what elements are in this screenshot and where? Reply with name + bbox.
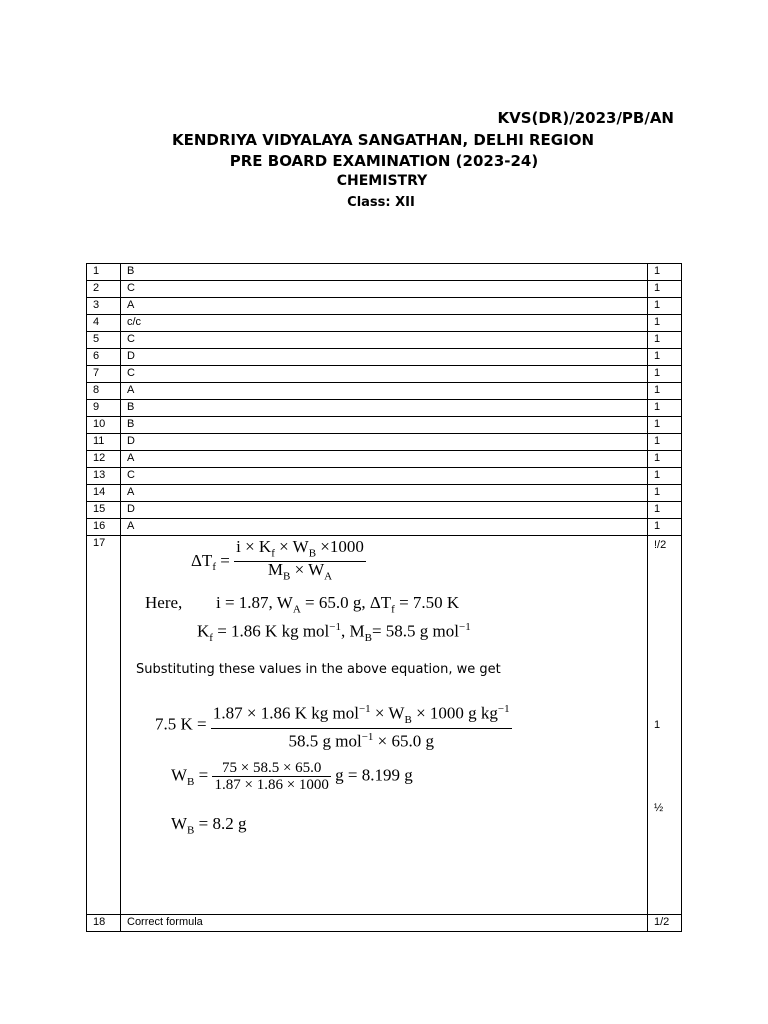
mark-step-2: 1: [654, 719, 661, 731]
subject-title: CHEMISTRY: [336, 173, 428, 189]
table-row: [87, 332, 682, 349]
answer-text: A: [121, 519, 648, 536]
equation-substitution: 7.5 K = $\frac{1.87 \times 1.86 K kg mol^{-1} \times W_B \times 1000 g kg^{-1}}{58.5 g mol^{-1} \times 65.0 g}$: [155, 703, 510, 751]
question-number: 14: [87, 485, 121, 502]
exam-title: PRE BOARD EXAMINATION (2023-24): [229, 152, 539, 170]
question-number: 7: [87, 366, 121, 383]
table-row-q17: [87, 536, 682, 915]
answer-text: D: [121, 502, 648, 519]
question-number: 15: [87, 502, 121, 519]
marks: 1: [648, 298, 682, 315]
answer-text: D: [121, 434, 648, 451]
table-row: [87, 485, 682, 502]
answer-text: C: [121, 332, 648, 349]
marks: 1: [648, 332, 682, 349]
marks: 1: [648, 485, 682, 502]
question-number: 11: [87, 434, 121, 451]
q17-solution: [121, 536, 648, 915]
table-row: [87, 383, 682, 400]
table-row: [87, 281, 682, 298]
question-number: 8: [87, 383, 121, 400]
equation-final-mass: $W_B = 8.2$ g: [171, 814, 247, 837]
table-row-q18: [87, 915, 682, 932]
given-values-1: i = 1.87, $W_A = 65.0$ g, $\Delta T_f = 7.50$ K: [216, 593, 460, 616]
answer-text: A: [121, 451, 648, 468]
mark-step-1: !/2: [654, 539, 667, 551]
table-row: [87, 468, 682, 485]
answer-text: B: [121, 264, 648, 281]
table-row: [87, 519, 682, 536]
mark-step-3: ½: [654, 802, 664, 814]
marks: 1: [648, 366, 682, 383]
marks: 1: [648, 400, 682, 417]
marks: 1: [648, 468, 682, 485]
question-number: 18: [87, 915, 121, 932]
question-number: 9: [87, 400, 121, 417]
answer-text: C: [121, 468, 648, 485]
equation-freezing-point: $\Delta T_f$ = $\frac{i \times K_f \times W_B \times 1000}{M_B \times W_A}$: [191, 537, 364, 583]
answer-key-table: [86, 263, 682, 932]
marks: 1: [648, 315, 682, 332]
marks: 1: [648, 451, 682, 468]
answer-text: B: [121, 417, 648, 434]
question-number: 6: [87, 349, 121, 366]
document-code: KVS(DR)/2023/PB/AN: [497, 109, 674, 127]
answer-text: D: [121, 349, 648, 366]
organization-title: KENDRIYA VIDYALAYA SANGATHAN, DELHI REGION: [171, 131, 595, 149]
q17-marks: [648, 536, 682, 915]
question-number: 16: [87, 519, 121, 536]
table-row: [87, 298, 682, 315]
answer-text: c/c: [121, 315, 648, 332]
here-label: Here,: [145, 593, 183, 612]
question-number: 5: [87, 332, 121, 349]
marks: 1: [648, 281, 682, 298]
equation-mass-calc: $W_B$ = $\frac{75 \times 58.5 \times 65.0}{1.87 \times 1.86 \times 1000}$ g = 8.199 g: [171, 760, 413, 793]
question-number: 3: [87, 298, 121, 315]
table-row: [87, 417, 682, 434]
table-row: [87, 434, 682, 451]
answer-text: A: [121, 298, 648, 315]
question-number: 4: [87, 315, 121, 332]
marks: 1: [648, 502, 682, 519]
table-row: [87, 502, 682, 519]
question-number: 2: [87, 281, 121, 298]
table-row: [87, 349, 682, 366]
answer-text: A: [121, 485, 648, 502]
marks: 1/2: [648, 915, 682, 932]
answer-text: Correct formula: [121, 915, 648, 932]
table-row: [87, 264, 682, 281]
marks: 1: [648, 264, 682, 281]
answer-text: C: [121, 281, 648, 298]
answer-text: C: [121, 366, 648, 383]
question-number: 17: [87, 536, 121, 915]
answer-rows: [87, 264, 682, 536]
table-row: [87, 400, 682, 417]
question-number: 12: [87, 451, 121, 468]
table-row: [87, 451, 682, 468]
answer-text: B: [121, 400, 648, 417]
table-row: [87, 366, 682, 383]
table-row: [87, 315, 682, 332]
marks: 1: [648, 417, 682, 434]
answer-text: A: [121, 383, 648, 400]
question-number: 10: [87, 417, 121, 434]
marks: 1: [648, 349, 682, 366]
class-title: Class: XII: [347, 195, 415, 210]
substituting-text: Substituting these values in the above equation, we get: [136, 662, 501, 677]
marks: 1: [648, 519, 682, 536]
marks: 1: [648, 383, 682, 400]
question-number: 1: [87, 264, 121, 281]
question-number: 13: [87, 468, 121, 485]
given-values-2: $K_f = 1.86$ K kg mol$^{-1}$, $M_B= 58.5$ g mol$^{-1}$: [197, 621, 471, 645]
marks: 1: [648, 434, 682, 451]
